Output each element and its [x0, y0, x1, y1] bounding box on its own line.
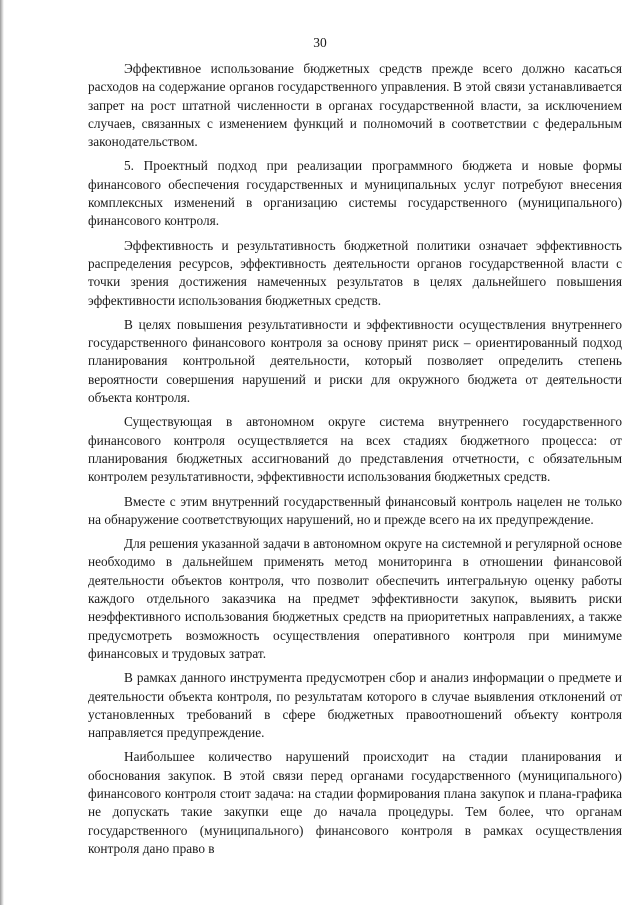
paragraph-4: В целях повышения результативности и эффективности осуществления внутреннего государственного финансового контроля за основу принят риск – ориентированный подход планирования контрольной деятельности, который позволяет определить степень вероятности совершения нарушений и риски для окружного бюджета от деятельности объекта контроля. — [88, 316, 622, 406]
paragraph-8: В рамках данного инструмента предусмотрен сбор и анализ информации о предмете и деятельности объекта контроля, по результатам которого в случае выявления отклонений от установленных требований в сфере бюджетных правоотношений объекту контроля направляется предупреждение. — [88, 670, 622, 741]
document-body — [88, 60, 622, 858]
paragraph-5: Существующая в автономном округе система внутреннего государственного финансового контроля осуществляется на всех стадиях бюджетного процесса: от планирования бюджетных ассигнований до представления отчетности, с обязательным контролем результативности, эффективности использования бюджетных средств. — [88, 414, 622, 485]
page-number: 30 — [313, 35, 327, 50]
scan-left-edge — [0, 0, 4, 905]
paragraph-7: Для решения указанной задачи в автономном округе на системной и регулярной основе необходимо в дальнейшем применять метод мониторинга в отношении финансовой деятельности объектов контроля, что позволит обеспечить интегральную оценку работы каждого отдельного заказчика на предмет эффективности закупок, выявить риски неэффективного использования бюджетных средств на приоритетных направлениях, а также предусмотреть возможность осуществления оперативного контроля при минимуме финансовых и трудовых затрат. — [88, 536, 622, 661]
paragraph-2: 5. Проектный подход при реализации программного бюджета и новые формы финансового обеспечения государственных и муниципальных услуг потребуют внесения комплексных изменений в организацию системы государственного (муниципального) финансового контроля. — [88, 158, 622, 229]
paragraph-9: Наибольшее количество нарушений происходит на стадии планирования и обоснования закупок. В этой связи перед органами государственного (муниципального) финансового контроля стоит задача: на стадии формирования плана закупок и плана-графика не допускать такие закупки еще до начала процедуры. Тем более, что органам государственного (муниципального) финансового контроля в рамках осуществления контроля дано право в — [88, 749, 622, 856]
paragraph-1: Эффективное использование бюджетных средств прежде всего должно касаться расходов на содержание органов государственного управления. В этой связи устанавливается запрет на рост штатной численности в органах государственной власти, за исключением случаев, связанных с изменением функций и полномочий в соответствии с федеральным законодательством. — [88, 61, 622, 150]
paragraph-3: Эффективность и результативность бюджетной политики означает эффективность распределения ресурсов, эффективность деятельности органов государственной власти с точки зрения достижения намеченных результатов в целях дальнейшего повышения эффективности использования бюджетных средств. — [88, 237, 622, 308]
paragraph-6: Вместе с этим внутренний государственный финансовый контроль нацелен не только на обнаружение соответствующих нарушений, но и прежде всего на их предупреждение. — [88, 493, 622, 527]
